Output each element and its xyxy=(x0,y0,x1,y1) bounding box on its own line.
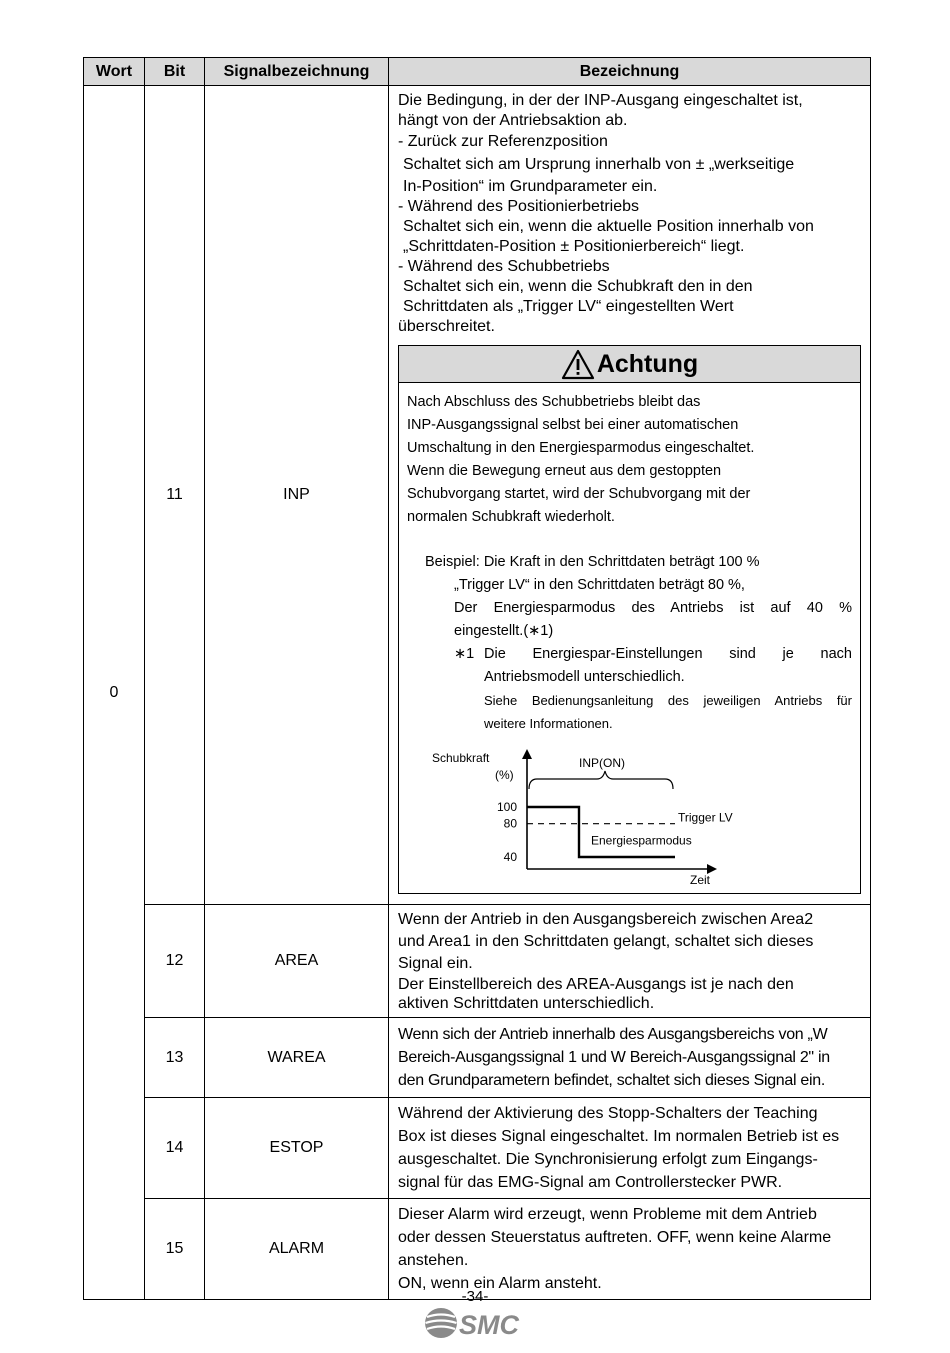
signal-table xyxy=(83,57,871,1300)
header-description: Bezeichnung xyxy=(389,58,871,86)
desc-line: oder dessen Steuerstatus auftreten. OFF, wenn keine Alarme xyxy=(398,1229,832,1246)
smc-logo xyxy=(424,1306,528,1340)
warning-line: Umschaltung in den Energiesparmodus eingeschaltet. xyxy=(407,440,755,456)
note-text: Antriebsmodell unterschiedlich. xyxy=(484,669,685,685)
push-force-chart xyxy=(407,749,847,887)
warning-line: Schubvorgang startet, wird der Schubvorgang mit der xyxy=(407,486,751,502)
smc-logo-text: SMC xyxy=(459,1310,519,1340)
warning-title: Achtung xyxy=(596,350,699,378)
desc-line: Box ist dieses Signal eingeschaltet. Im normalen Betrieb ist es xyxy=(398,1128,840,1145)
desc-line: - Zurück zur Referenzposition xyxy=(398,133,608,150)
warning-header xyxy=(399,346,860,383)
desc-line: - Während des Schubbetriebs xyxy=(398,258,610,275)
desc-line: In-Position“ im Grundparameter ein. xyxy=(403,178,658,195)
bit-cell: 13 xyxy=(145,1018,205,1098)
header-signal: Signalbezeichnung xyxy=(205,58,389,86)
description-cell xyxy=(389,86,871,905)
description-cell xyxy=(389,1199,871,1300)
chart-bracket xyxy=(529,771,673,789)
warning-triangle-icon xyxy=(561,349,595,380)
desc-line: - Während des Positionierbetriebs xyxy=(398,198,640,215)
example-block xyxy=(407,551,852,735)
warning-box xyxy=(398,345,861,894)
table-row xyxy=(84,1018,871,1098)
desc-line: den Grundparametern befindet, schaltet sich dieses Signal ein. xyxy=(398,1072,826,1089)
desc-line: ausgeschaltet. Die Synchronisierung erfolgt zum Eingangs- xyxy=(398,1151,818,1168)
desc-line: Bereich-Ausgangssignal 1 und W Bereich-Ausgangssignal 2" in xyxy=(398,1049,830,1066)
bit-cell: 11 xyxy=(145,86,205,905)
desc-line: Schaltet sich ein, wenn die Schubkraft den in den xyxy=(403,278,753,295)
chart-tick-label: 40 xyxy=(503,850,517,864)
desc-line: Dieser Alarm wird erzeugt, wenn Probleme mit dem Antrieb xyxy=(398,1206,817,1223)
bit-cell: 15 xyxy=(145,1199,205,1300)
desc-line: Während der Aktivierung des Stopp-Schalters der Teaching xyxy=(398,1105,818,1122)
desc-line: aktiven Schrittdaten unterschiedlich. xyxy=(398,995,655,1012)
example-note xyxy=(407,643,852,666)
description-cell xyxy=(389,905,871,1018)
desc-line: und Area1 in den Schrittdaten gelangt, schaltet sich dieses xyxy=(398,933,814,950)
warning-line: Wenn die Bewegung erneut aus dem gestoppten xyxy=(407,463,722,479)
chart-ylabel-unit: (%) xyxy=(495,768,514,782)
chart-y-arrow xyxy=(522,749,532,759)
header-word: Wort xyxy=(84,58,145,86)
word-cell: 0 xyxy=(84,86,145,1300)
warning-line: normalen Schubkraft wiederholt. xyxy=(407,509,615,525)
example-line: Der Energiesparmodus des Antriebs ist auf 40 % xyxy=(454,600,852,616)
chart-tick-label: 80 xyxy=(503,816,517,831)
chart-xlabel: Zeit xyxy=(690,873,711,887)
desc-line: Die Bedingung, in der der INP-Ausgang eingeschaltet ist, xyxy=(398,92,803,109)
signal-cell: ESTOP xyxy=(205,1098,389,1199)
desc-line: Schaltet sich am Ursprung innerhalb von ± „werkseitige xyxy=(403,156,795,173)
warning-line: Nach Abschluss des Schubbetriebs bleibt das xyxy=(407,394,701,410)
chart-force-series xyxy=(527,807,675,857)
desc-line: hängt von der Antriebsaktion ab. xyxy=(398,112,628,129)
smc-globe-icon xyxy=(425,1308,457,1338)
chart-trigger-label: Trigger LV xyxy=(678,810,733,825)
signal-cell: AREA xyxy=(205,905,389,1018)
table-row xyxy=(84,1098,871,1199)
signal-cell: INP xyxy=(205,86,389,905)
chart-tick-label: 100 xyxy=(496,800,517,814)
chart-ylabel: Schubkraft xyxy=(432,751,490,765)
table-row xyxy=(84,905,871,1018)
desc-line: Der Einstellbereich des AREA-Ausgangs ist je nach den xyxy=(398,976,794,993)
signal-cell: ALARM xyxy=(205,1199,389,1300)
desc-line: Schaltet sich ein, wenn die aktuelle Position innerhalb von xyxy=(403,218,814,235)
warning-body xyxy=(399,383,860,893)
description-cell xyxy=(389,1098,871,1199)
desc-line: signal für das EMG-Signal am Controllerstecker PWR. xyxy=(398,1174,783,1191)
example-line: eingestellt.(∗1) xyxy=(454,623,554,639)
warning-line: INP-Ausgangssignal selbst bei einer automatischen xyxy=(407,417,739,433)
bit-cell: 14 xyxy=(145,1098,205,1199)
note-mark: ∗1 xyxy=(454,646,475,662)
desc-line: anstehen. xyxy=(398,1252,469,1269)
table-row xyxy=(84,86,871,905)
page-number: -34- xyxy=(461,1288,489,1305)
desc-line: Schrittdaten als „Trigger LV“ eingestellten Wert xyxy=(403,298,734,315)
desc-line: ON, wenn ein Alarm ansteht. xyxy=(398,1275,602,1292)
table-row xyxy=(84,1199,871,1300)
header-bit: Bit xyxy=(145,58,205,86)
chart-bracket-label: INP(ON) xyxy=(579,756,625,770)
note-small: weitere Informationen. xyxy=(484,716,613,731)
example-line: „Trigger LV“ in den Schrittdaten beträgt 80 %, xyxy=(454,577,745,593)
note-small: Siehe Bedienungsanleitung des jeweiligen Antriebs für xyxy=(484,693,852,708)
bit-cell: 12 xyxy=(145,905,205,1018)
note-text: Die Energiespar-Einstellungen sind je nach xyxy=(484,646,852,662)
desc-line: Wenn sich der Antrieb innerhalb des Ausgangsbereichs von „W xyxy=(398,1026,828,1043)
desc-line: Signal ein. xyxy=(398,955,473,972)
table-header-row xyxy=(84,58,871,86)
chart-energy-label: Energiesparmodus xyxy=(591,833,692,848)
desc-line: „Schrittdaten-Position ± Positionierbereich“ liegt. xyxy=(403,238,745,255)
signal-cell: WAREA xyxy=(205,1018,389,1098)
description-cell xyxy=(389,1018,871,1098)
example-line: Beispiel: Die Kraft in den Schrittdaten beträgt 100 % xyxy=(425,554,760,570)
desc-line: überschreitet. xyxy=(398,318,495,335)
desc-line: Wenn der Antrieb in den Ausgangsbereich zwischen Area2 xyxy=(398,911,814,928)
